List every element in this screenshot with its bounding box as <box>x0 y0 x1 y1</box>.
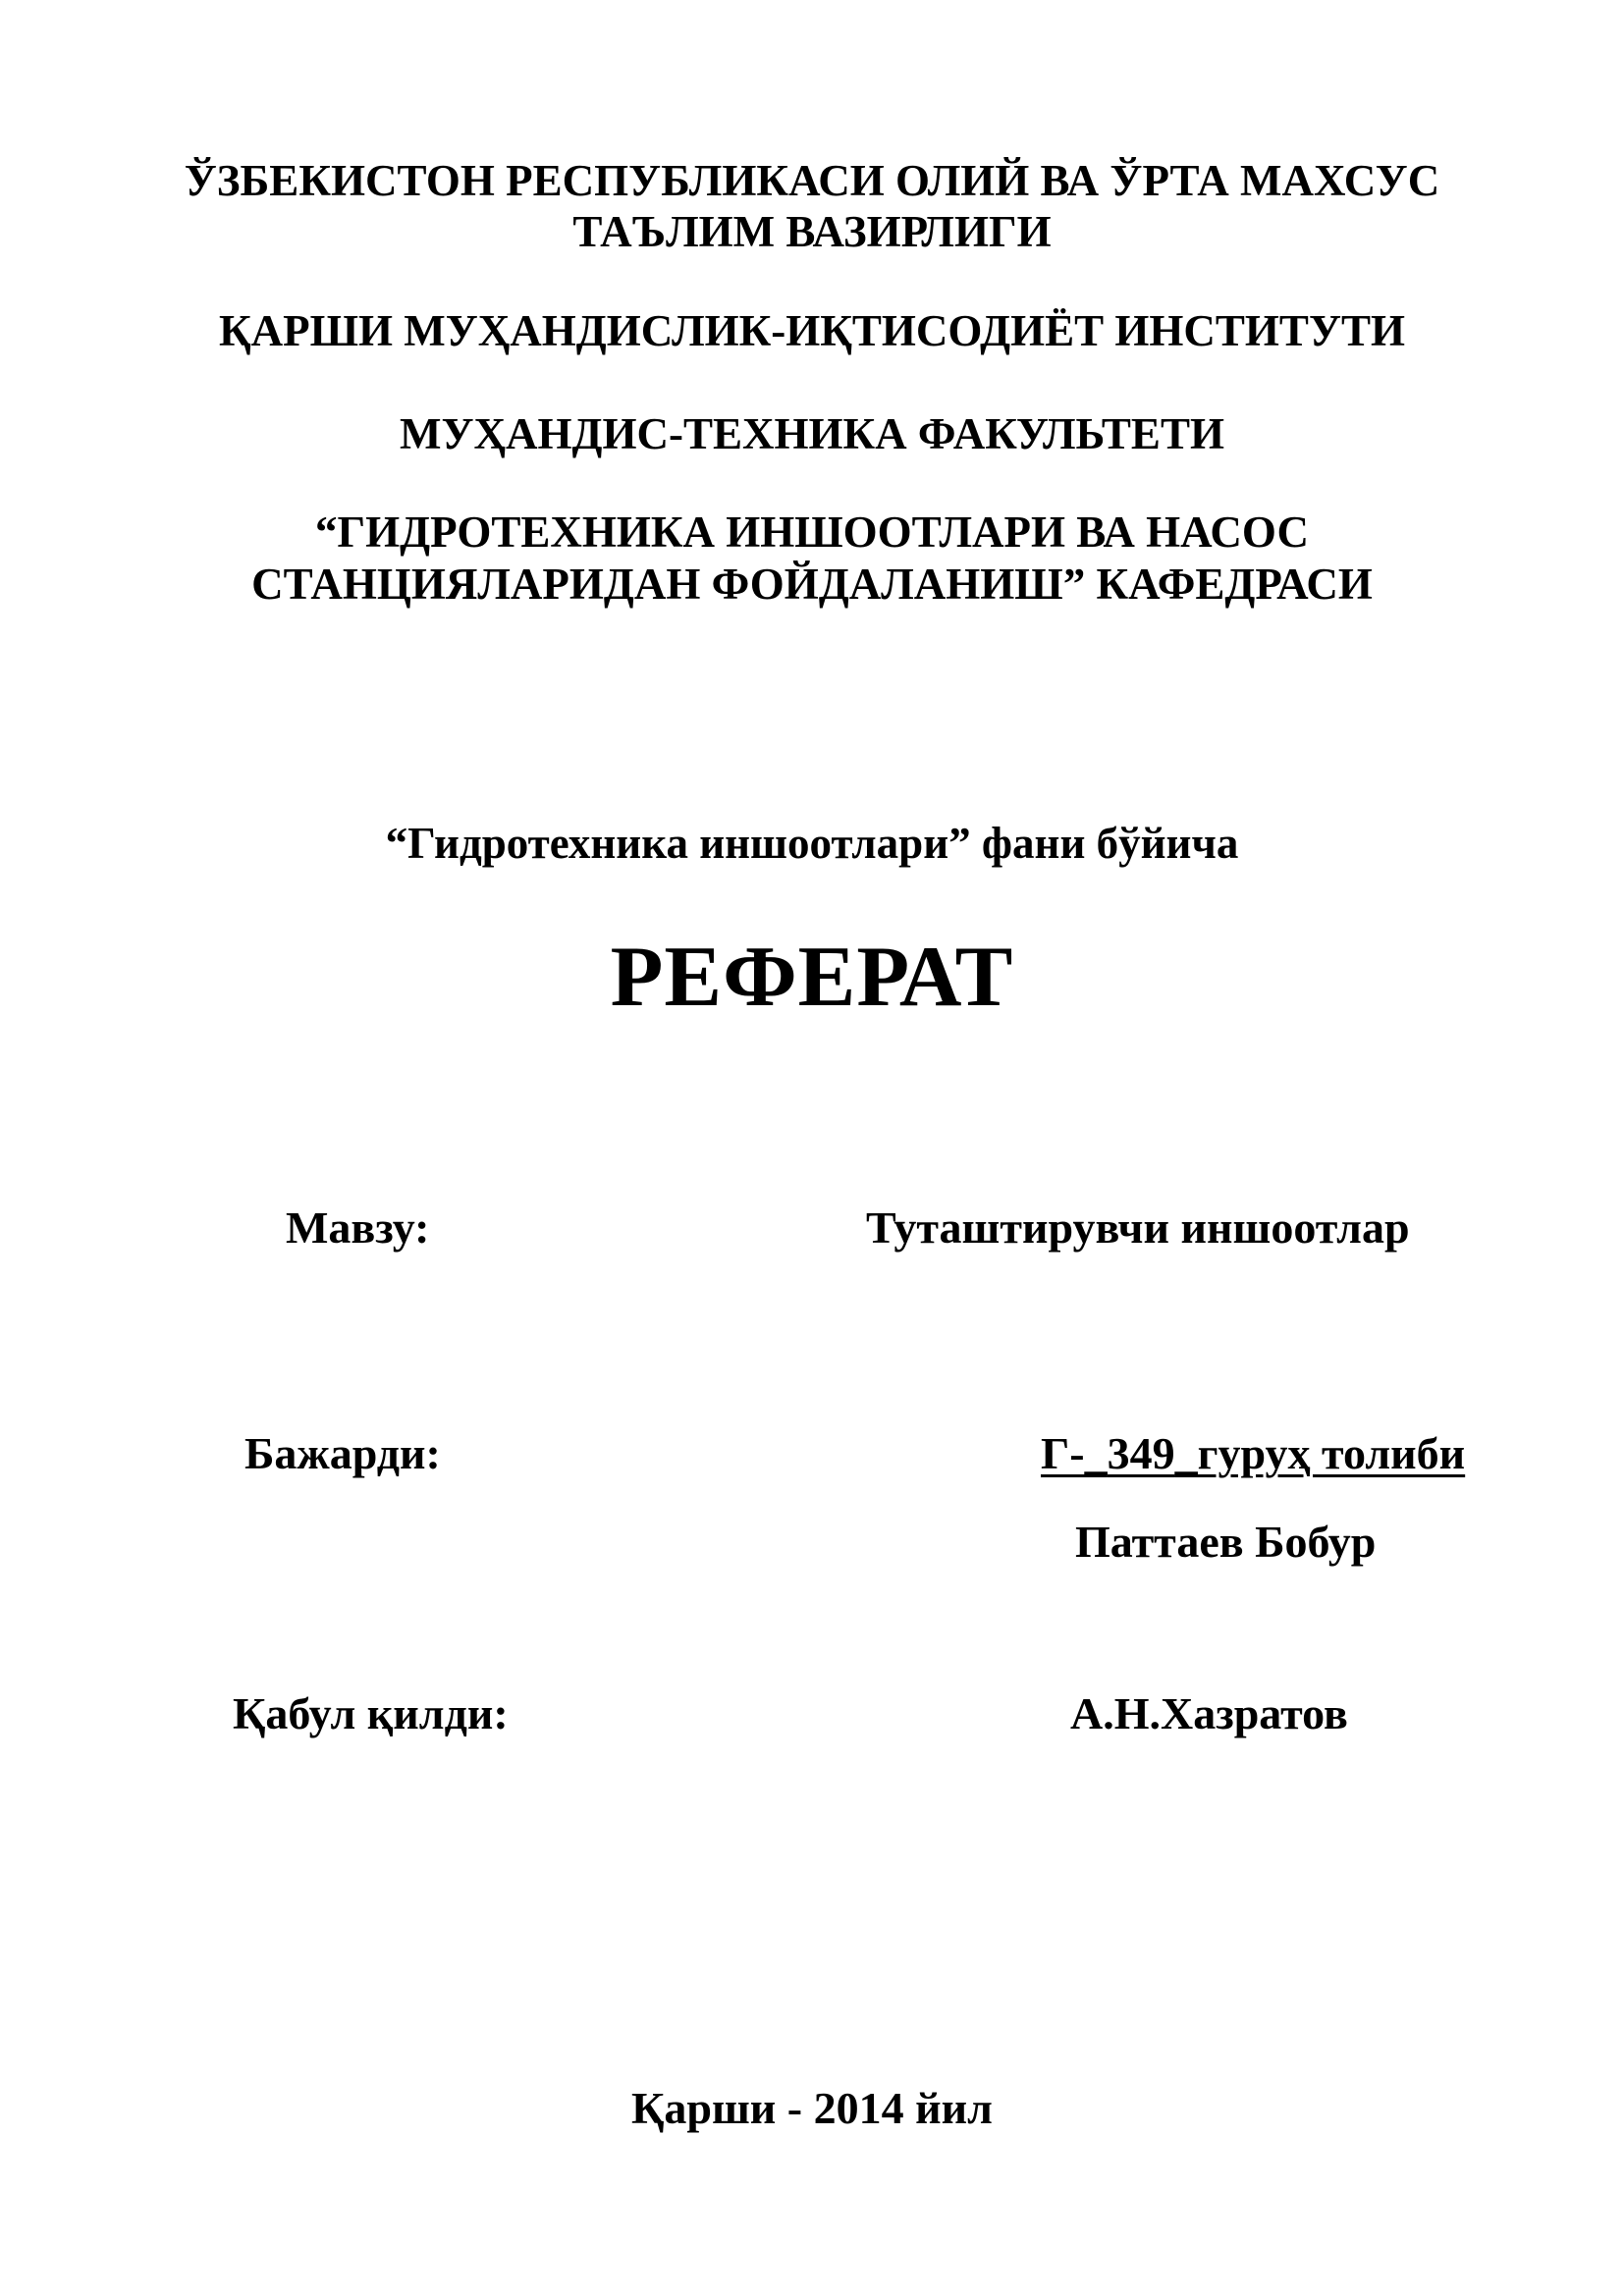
group-line <box>1041 1428 1466 1478</box>
group-prefix: Г-_ <box>1041 1428 1108 1478</box>
accepted-label: Қабул қилди: <box>233 1688 509 1738</box>
topic-value: Туташтирувчи иншоотлар <box>866 1202 1410 1253</box>
ministry-line-1: ЎЗБЕКИСТОН РЕСПУБЛИКАСИ ОЛИЙ ВА ЎРТА МАХСУС <box>184 156 1440 205</box>
group-suffix: _гуруҳ толиби <box>1174 1428 1466 1478</box>
ministry-line-2: ТАЪЛИМ ВАЗИРЛИГИ <box>572 207 1052 256</box>
department-line-1: “ГИДРОТЕХНИКА ИНШООТЛАРИ ВА НАСОС <box>315 507 1309 557</box>
subject-line: “Гидротехника иншоотлари” фани бўйича <box>385 819 1239 868</box>
accepted-value: А.Н.Хазратов <box>1070 1688 1348 1738</box>
department-line-2: СТАНЦИЯЛАРИДАН ФОЙДАЛАНИШ” КАФЕДРАСИ <box>251 560 1373 609</box>
performed-label: Бажарди: <box>244 1428 441 1478</box>
place-year: Қарши - 2014 йил <box>631 2083 993 2133</box>
document-title: РЕФЕРАТ <box>610 930 1014 1025</box>
topic-label: Мавзу: <box>286 1202 430 1253</box>
student-name: Паттаев Бобур <box>1075 1517 1377 1567</box>
institute-name: ҚАРШИ МУҲАНДИСЛИК-ИҚТИСОДИЁТ ИНСТИТУТИ <box>219 306 1405 355</box>
faculty-name: МУҲАНДИС-ТЕХНИКА ФАКУЛЬТЕТИ <box>400 409 1224 458</box>
group-number: 349 <box>1107 1428 1175 1478</box>
